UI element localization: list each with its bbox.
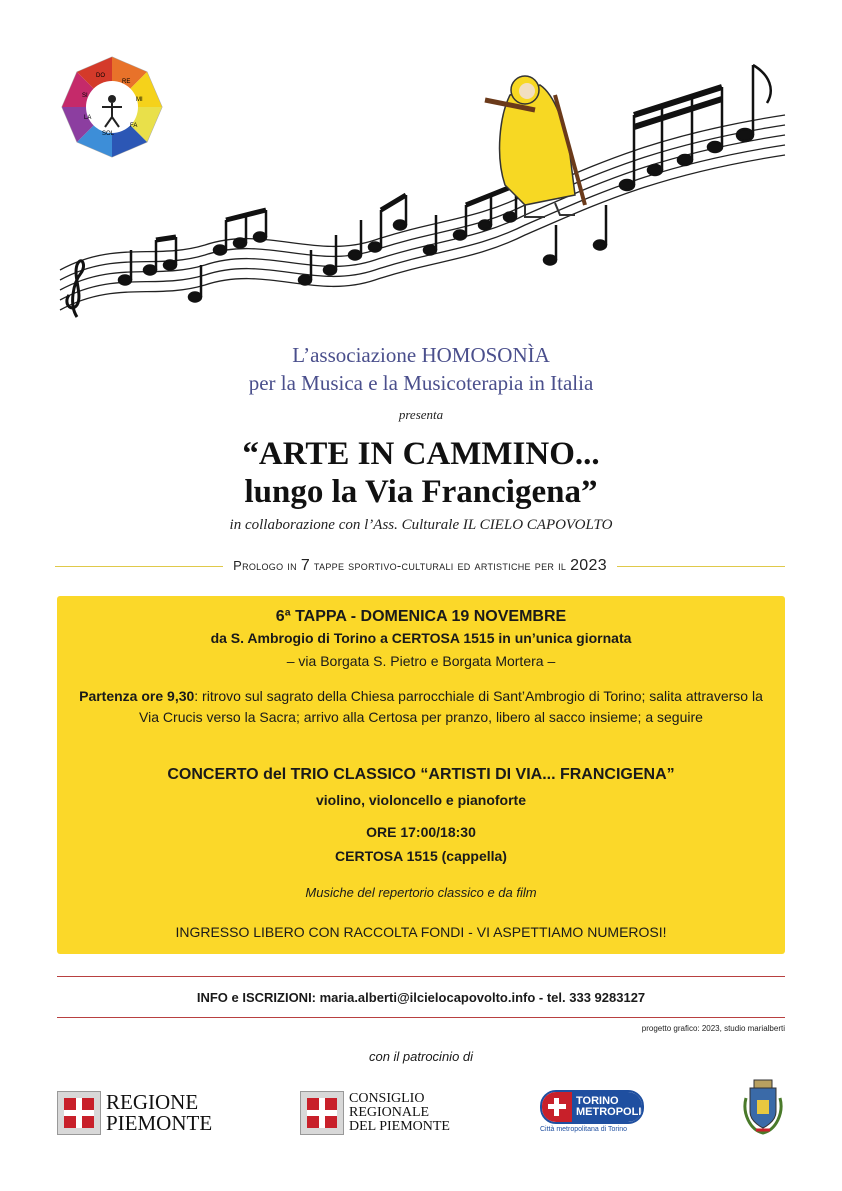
route-text: da S. Ambrogio di Torino a CERTOSA 1515 in un’unica giornata (210, 630, 632, 646)
header-illustration (55, 55, 790, 340)
organization-subtitle: per la Musica e la Musicoterapia in Italia (248, 371, 594, 395)
event-title-line1: “ARTE IN CAMMINO... (242, 436, 600, 472)
design-credit: progetto grafico: 2023, studio marialberti (641, 1024, 785, 1033)
treble-clef-icon (67, 261, 84, 317)
contact-info: INFO e ISCRIZIONI: maria.alberti@ilcielocapovolto.info - tel. 333 9283127 (196, 990, 646, 1005)
patronage-text: con il patrocinio di (368, 1049, 474, 1064)
repertoire-text: Musiche del repertorio classico e da film (305, 885, 537, 900)
tappa-heading: 6ª TAPPA - DOMENICA 19 NOVEMBRE (275, 608, 567, 625)
divider-left (55, 566, 223, 567)
divider-top (57, 976, 785, 977)
solfege-si: SI (82, 93, 88, 99)
municipal-crest-icon (742, 1078, 784, 1136)
presenta-text: presenta (398, 407, 444, 422)
consiglio-regionale-logo: CONSIGLIO REGIONALE DEL PIEMONTE (300, 1091, 450, 1135)
solfege-mi: MI (136, 97, 143, 103)
prologo-banner (55, 556, 785, 576)
instruments-text: violino, violoncello e pianoforte (315, 792, 527, 808)
collaboration-text: in collaborazione con l’Ass. Culturale IL CIELO CAPOVOLTO (229, 517, 613, 533)
torino-metropoli-logo: TORINO METROPOLI Città metropolitana di Torino (540, 1090, 644, 1133)
pilgrim-illustration (485, 76, 585, 217)
solfege-re: RE (122, 79, 131, 85)
torino-cross-icon (542, 1092, 572, 1122)
partenza-paragraph: Partenza ore 9,30: ritrovo sul sagrato della Chiesa parrocchiale di Sant’Ambrogio di Torino; salita attraverso la Via Crucis verso la Sacra; arrivo alla Certosa per pranzo, libero al sacco insieme; a seguire (79, 688, 763, 725)
concert-location: CERTOSA 1515 (cappella) (335, 848, 507, 864)
organization-name: L’associazione HOMOSONÌA (292, 343, 550, 367)
piemonte-cross-icon (300, 1091, 344, 1135)
divider-bottom (57, 1017, 785, 1018)
divider-right (617, 566, 785, 567)
solfege-fa: FA (130, 123, 138, 129)
piemonte-cross-icon (57, 1091, 101, 1135)
homosonia-logo (62, 57, 162, 157)
admission-text: INGRESSO LIBERO CON RACCOLTA FONDI - VI ASPETTIAMO NUMEROSI! (175, 924, 667, 940)
event-details-box (57, 596, 785, 954)
regione-piemonte-logo: REGIONE PIEMONTE (57, 1091, 212, 1135)
solfege-la: LA (84, 115, 92, 121)
event-title-line2: lungo la Via Francigena” (244, 474, 598, 510)
concerto-heading: CONCERTO del TRIO CLASSICO “ARTISTI DI VIA... FRANCIGENA” (167, 766, 675, 783)
music-staff (60, 115, 785, 310)
prologo-text: Prologo in 7 tappe sportivo-culturali ed artistiche per il 2023 (233, 557, 607, 574)
via-text: – via Borgata S. Pietro e Borgata Mortera – (286, 653, 556, 669)
concert-time: ORE 17:00/18:30 (366, 824, 476, 840)
solfege-do: DO (96, 73, 105, 79)
solfege-sol: SOL (102, 131, 115, 137)
music-notes (119, 65, 771, 302)
